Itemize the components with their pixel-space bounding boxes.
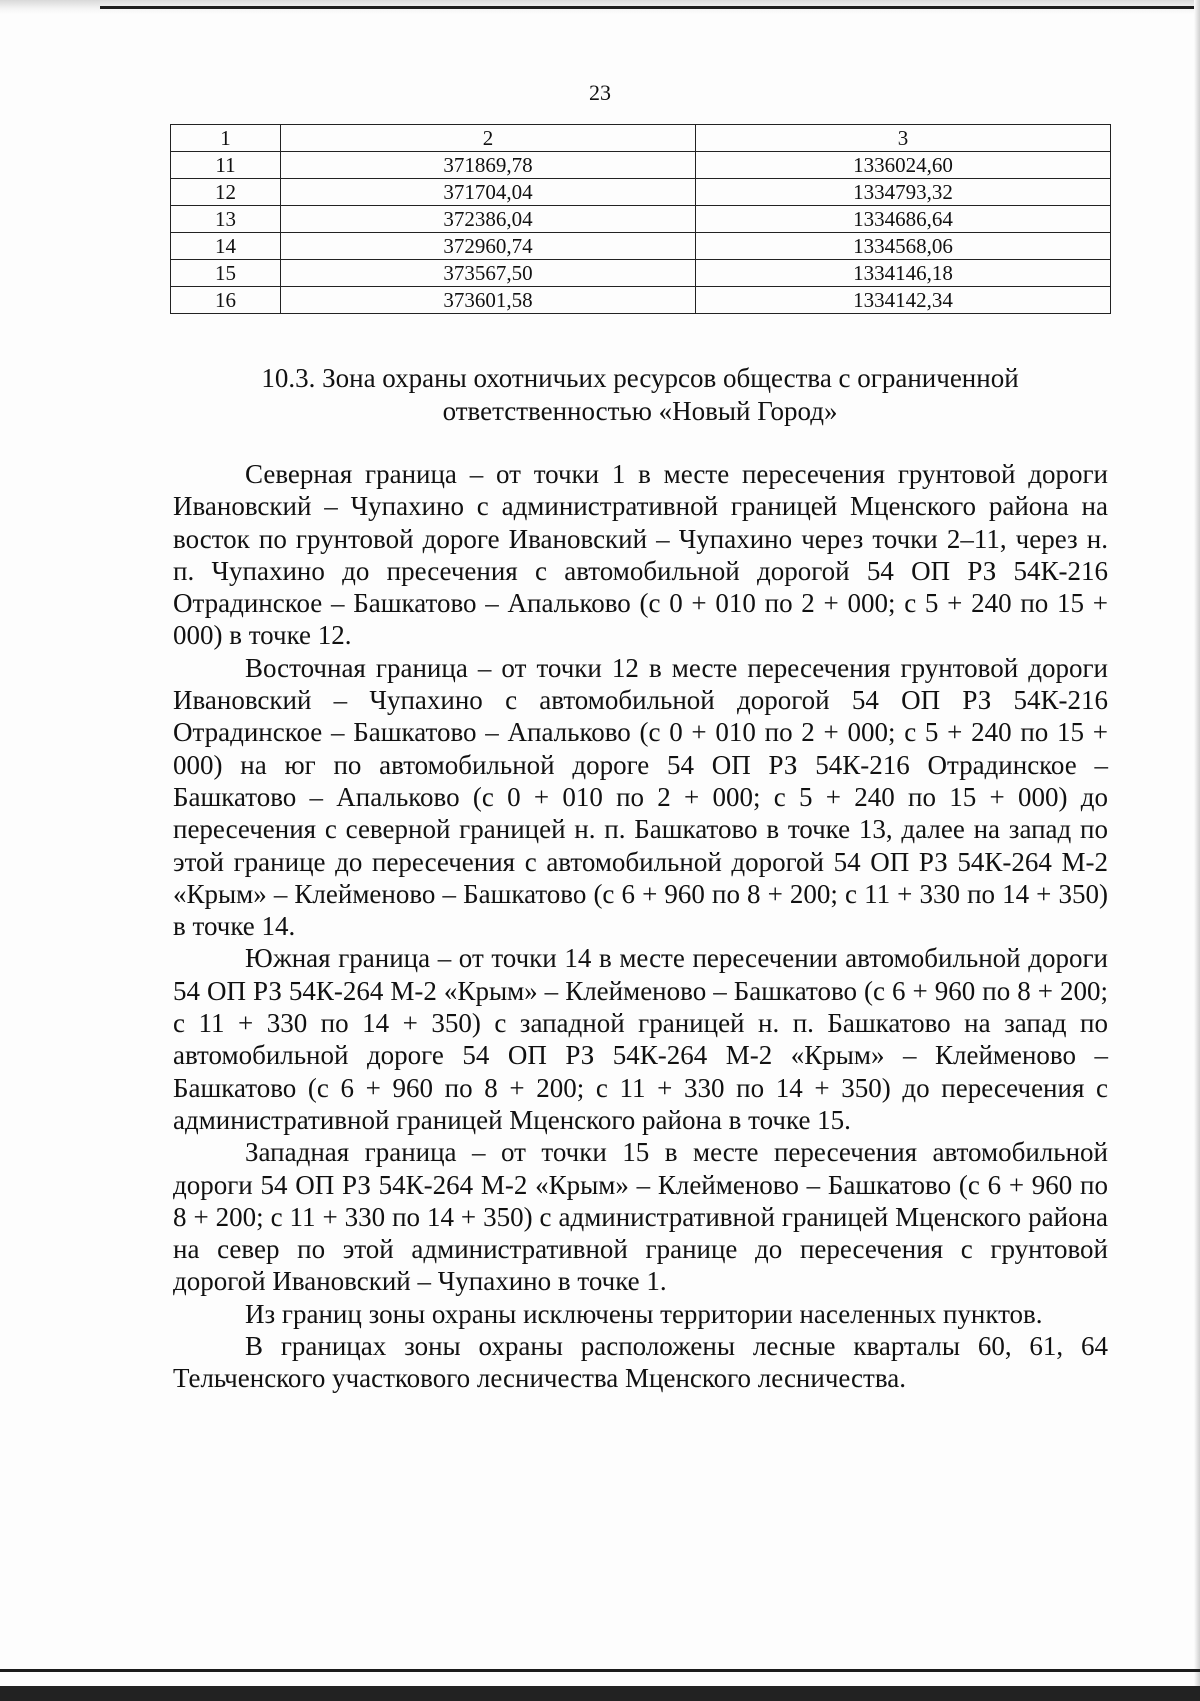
scan-bottom-border — [0, 1686, 1200, 1701]
eastern-border-paragraph: Восточная граница – от точки 12 в месте пересечения грунтовой дороги Ивановский – Чупахино с автомобильной дорогой 54 ОП РЗ 54К-216 Отрадинское – Башкатово – Апальково (с 0 + 010 по 2 + 000; с 5 + 240 по 15 + 000) на юг по автомобильной дороге 54 ОП РЗ 54К-216 Отрадинское – Башкатово – Апальково (с 0 + 010 по 2 + 000; с 5 + 240 по 15 + 000) до пересечения с северной границей н. п. Башкатово в точке 13, далее на запад по этой границе до пересечения с автомобильной дорогой 54 ОП РЗ 54К-264 М-2 «Крым» – Клейменово – Башкатово (с 6 + 960 по 8 + 200; с 11 + 330 по 14 + 350) в точке 14. — [173, 652, 1108, 942]
y-coordinate-cell: 1334146,18 — [696, 260, 1111, 287]
point-number-cell: 14 — [171, 233, 281, 260]
x-coordinate-cell: 373601,58 — [281, 287, 696, 314]
western-border-paragraph: Западная граница – от точки 15 в месте пересечения автомобильной дороги 54 ОП РЗ 54К-264 М-2 «Крым» – Клейменово – Башкатово (с 6 + 960 по 8 + 200; с 11 + 330 по 14 + 350) с административной границей Мценского района на север по этой административной границе до пересечения с грунтовой дорогой Ивановский – Чупахино в точке 1. — [173, 1137, 1108, 1297]
point-number-cell: 12 — [171, 179, 281, 206]
table-row — [171, 152, 1111, 179]
table-row — [171, 179, 1111, 206]
table-header-cell: 1 — [171, 125, 281, 152]
y-coordinate-cell: 1336024,60 — [696, 152, 1111, 179]
y-coordinate-cell: 1334568,06 — [696, 233, 1111, 260]
x-coordinate-cell: 373567,50 — [281, 260, 696, 287]
point-number-cell: 16 — [171, 287, 281, 314]
y-coordinate-cell: 1334686,64 — [696, 206, 1111, 233]
document-body — [173, 458, 1108, 1395]
x-coordinate-cell: 371704,04 — [281, 179, 696, 206]
x-coordinate-cell: 371869,78 — [281, 152, 696, 179]
scan-bottom-edge — [0, 1669, 1200, 1672]
table-header-cell: 2 — [281, 125, 696, 152]
forest-quarters-paragraph: В границах зоны охраны расположены лесные кварталы 60, 61, 64 Тельченского участкового лесничества Мценского лесничества. — [173, 1331, 1108, 1394]
point-number-cell: 13 — [171, 206, 281, 233]
y-coordinate-cell: 1334142,34 — [696, 287, 1111, 314]
exclusion-paragraph: Из границ зоны охраны исключены территории населенных пунктов. — [245, 1298, 1043, 1329]
section-heading-line: ответственностью «Новый Город» — [442, 396, 838, 426]
section-heading-line: 10.3. Зона охраны охотничьих ресурсов общества с ограниченной — [261, 363, 1019, 393]
table-row — [171, 233, 1111, 260]
coordinates-table — [170, 124, 1111, 314]
table-row — [171, 260, 1111, 287]
table-header-cell: 3 — [696, 125, 1111, 152]
x-coordinate-cell: 372960,74 — [281, 233, 696, 260]
x-coordinate-cell: 372386,04 — [281, 206, 696, 233]
northern-border-paragraph: Северная граница – от точки 1 в месте пересечения грунтовой дороги Ивановский – Чупахино с административной границей Мценского района на восток по грунтовой дороге Ивановский – Чупахино через точки 2–11, через н. п. Чупахино до пресечения с автомобильной дорогой 54 ОП РЗ 54К-216 Отрадинское – Башкатово – Апальково (с 0 + 010 по 2 + 000; с 5 + 240 по 15 + 000) в точке 12. — [173, 459, 1108, 651]
page-number: 23 — [589, 80, 611, 105]
point-number-cell: 15 — [171, 260, 281, 287]
section-heading — [170, 362, 1110, 428]
y-coordinate-cell: 1334793,32 — [696, 179, 1111, 206]
southern-border-paragraph: Южная граница – от точки 14 в месте пересечении автомобильной дороги 54 ОП РЗ 54К-264 М-2 «Крым» – Клейменово – Башкатово (с 6 + 960 по 8 + 200; с 11 + 330 по 14 + 350) с западной границей н. п. Башкатово на запад по автомобильной дороге 54 ОП РЗ 54К-264 М-2 «Крым» – Клейменово – Башкатово (с 6 + 960 по 8 + 200; с 11 + 330 по 14 + 350) до пересечения с административной границей Мценского района в точке 15. — [173, 943, 1108, 1135]
scan-right-shadow — [1194, 0, 1200, 1701]
table-row — [171, 206, 1111, 233]
scan-top-edge — [100, 6, 1200, 9]
table-header-row — [171, 125, 1111, 152]
point-number-cell: 11 — [171, 152, 281, 179]
table-row — [171, 287, 1111, 314]
